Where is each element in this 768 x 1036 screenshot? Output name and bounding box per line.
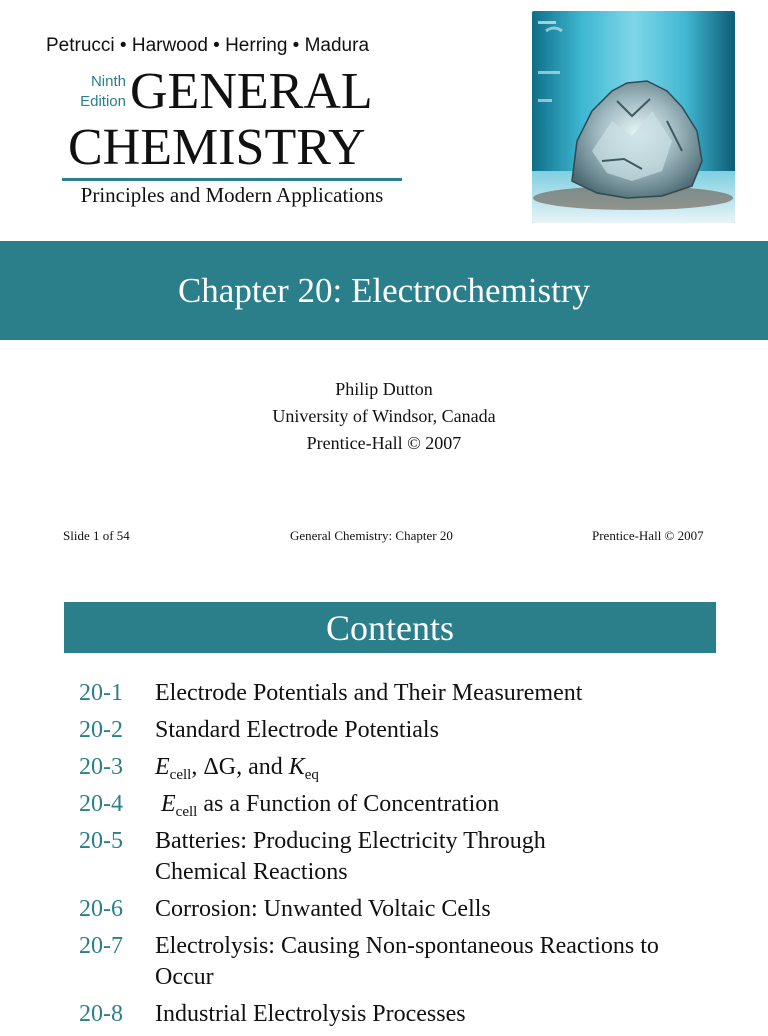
publisher-credit: Prentice-Hall © 2007 [306,433,462,453]
footer-copyright: Prentice-Hall © 2007 [592,528,704,543]
toc-section-number: 20-4 [79,791,123,817]
toc-item[interactable] [0,999,768,1030]
authors-line: Petrucci • Harwood • Herring • Madura [46,35,370,56]
toc-item[interactable] [0,789,768,820]
toc-item[interactable] [0,931,768,993]
toc-section-number: 20-7 [79,933,123,959]
toc-section-title: Batteries: Producing Electricity Through Chemical Reactions [155,828,546,885]
toc-item[interactable] [0,826,768,888]
toc-section-number: 20-1 [79,680,123,706]
contents-title-bar [64,602,716,653]
toc-section-title: Electrolysis: Causing Non-spontaneous Reactions to Occur [155,933,659,990]
toc-item[interactable] [0,715,768,746]
symbol-k: K [288,754,305,780]
book-subtitle: Principles and Modern Applications [80,183,384,207]
chapter-title-bar [0,241,768,340]
toc-section-title: Standard Electrode Potentials [155,717,439,743]
edition-line-1: Ninth [90,73,126,90]
cover-photo-crystal-beaker [532,11,735,223]
toc-section-number: 20-8 [79,1001,123,1027]
toc-section-number: 20-3 [79,754,123,780]
title-divider [62,178,402,181]
book-title-line-2: CHEMISTRY [68,119,366,176]
toc-section-title: Industrial Electrolysis Processes [155,1001,466,1027]
toc-section-number: 20-5 [79,828,123,854]
footer-course-title: General Chemistry: Chapter 20 [290,528,453,543]
presenter-block [0,376,768,457]
subscript-cell: cell [175,804,198,820]
symbol-e: E [155,754,170,780]
toc-section-title: Electrode Potentials and Their Measurement [155,680,583,706]
book-title-line-1: GENERAL [130,63,373,120]
edition-line-2: Edition [80,93,126,110]
symbol-e: E [161,791,176,817]
toc-section-number: 20-2 [79,717,123,743]
toc-section-title [155,752,695,783]
edition-label [60,72,126,112]
toc-section-title [161,789,701,820]
toc-item[interactable] [0,752,768,783]
table-of-contents [0,678,768,1036]
toc-section-number: 20-6 [79,896,123,922]
toc-rest-text: as a Function of Concentration [197,791,500,817]
toc-item[interactable] [0,678,768,709]
toc-mid-text: , ΔG, and [191,754,289,780]
subscript-cell: cell [169,767,192,783]
presenter-affiliation: University of Windsor, Canada [272,406,496,426]
presenter-name: Philip Dutton [335,379,433,399]
contents-title: Contents [325,607,454,648]
chapter-title: Chapter 20: Electrochemistry [177,270,591,310]
slide-number: Slide 1 of 54 [63,528,130,543]
subscript-eq: eq [304,767,319,783]
contents-slide [0,580,768,1027]
toc-section-title: Corrosion: Unwanted Voltaic Cells [155,896,491,922]
toc-item[interactable] [0,894,768,925]
